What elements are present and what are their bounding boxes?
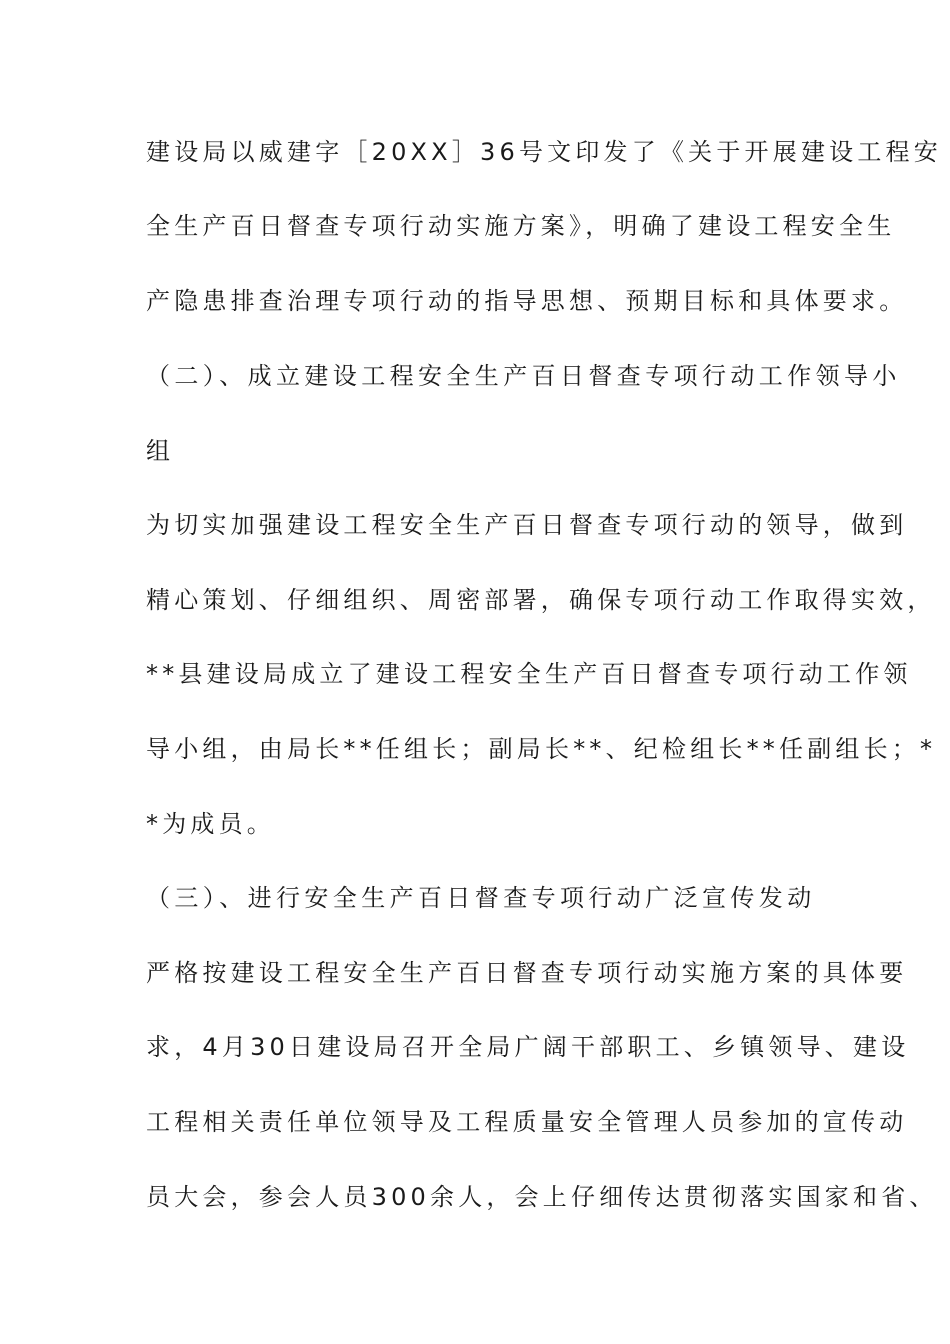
paragraph-line: 严格按建设工程安全生产百日督查专项行动实施方案的具体要: [146, 959, 908, 987]
section-heading: （二）、成立建设工程安全生产百日督查专项行动工作领导小: [146, 362, 901, 390]
paragraph-line: *为成员。: [146, 810, 275, 838]
paragraph-line: 员大会，参会人员300余人，会上仔细传达贯彻落实国家和省、: [146, 1183, 938, 1211]
paragraph-line: 为切实加强建设工程安全生产百日督查专项行动的领导，做到: [146, 511, 908, 539]
paragraph-line: 求，4月30日建设局召开全局广阔干部职工、乡镇领导、建设: [146, 1033, 910, 1061]
paragraph-line: 精心策划、仔细组织、周密部署，确保专项行动工作取得实效，: [146, 586, 936, 614]
paragraph-line: **县建设局成立了建设工程安全生产百日督查专项行动工作领: [146, 660, 912, 688]
paragraph-line: 建设局以威建字［20XX］36号文印发了《关于开展建设工程安: [146, 138, 942, 166]
paragraph-line: 全生产百日督查专项行动实施方案》，明确了建设工程安全生: [146, 212, 896, 240]
paragraph-line: 工程相关责任单位领导及工程质量安全管理人员参加的宣传动: [146, 1108, 908, 1136]
section-heading-continuation: 组: [146, 437, 175, 465]
paragraph-line: 产隐患排查治理专项行动的指导思想、预期目标和具体要求。: [146, 287, 908, 315]
section-heading: （三）、进行安全生产百日督查专项行动广泛宣传发动: [146, 884, 816, 912]
paragraph-line: 导小组，由局长**任组长；副局长**、纪检组长**任副组长；*: [146, 735, 937, 763]
